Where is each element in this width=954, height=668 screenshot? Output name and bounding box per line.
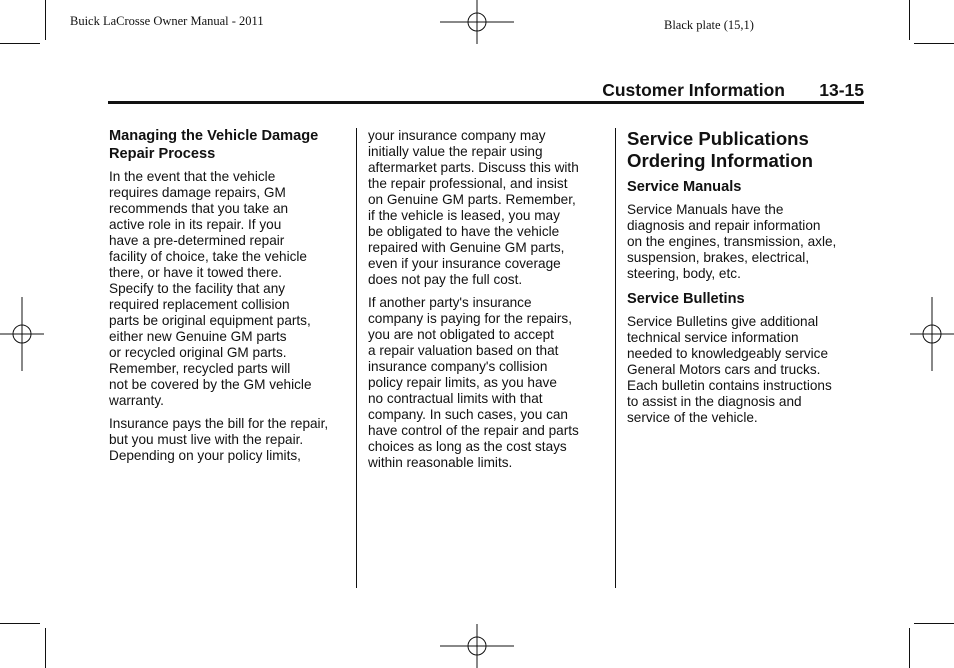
column-1 [109, 127, 349, 471]
crop-mark [45, 0, 46, 40]
service-bulletins-text: Service Bulletins give additional technical service information needed to knowledgeably service General Motors cars and trucks. Each bulletin contains instructions to assist in the diagnosis and service of the vehicle. [627, 314, 832, 425]
paragraph: your insurance company may initially value the repair using aftermarket parts. Discuss this with the repair professional, and insist on Genuine GM parts. Remember, if the vehicle is leased, you may be obligated to have the vehicle repaired with Genuine GM parts, even if your insurance coverage does not pay the full cost. [368, 128, 579, 287]
crop-mark [0, 43, 40, 44]
crop-mark [0, 623, 40, 624]
paragraph: In the event that the vehicle requires damage repairs, GM recommends that you take an active role in its repair. If you have a pre-determined repair facility of choice, take the vehicle there, or have it towed there. Specify to the facility that any required replacement collision parts be original equipment parts, either new Genuine GM parts or recycled original GM parts. Remember, recycled parts will not be covered by the GM vehicle warranty. [109, 169, 312, 408]
manual-title: Buick LaCrosse Owner Manual - 2011 [70, 14, 264, 28]
crop-mark [914, 623, 954, 624]
column-3 [627, 128, 867, 434]
registration-mark-bottom [440, 624, 514, 668]
section-header [108, 80, 864, 102]
registration-mark-right [910, 297, 954, 371]
damage-repair-heading: Managing the Vehicle Damage Repair Process [109, 128, 319, 162]
column-divider [615, 128, 616, 588]
column-2 [368, 128, 608, 478]
service-publications-title: Service Publications Ordering Information [627, 128, 813, 171]
service-manuals-text: Service Manuals have the diagnosis and repair information on the engines, transmission, axle, suspension, brakes, electrical, steering, body, etc. [627, 202, 837, 281]
crop-mark [45, 628, 46, 668]
plate-info: Black plate (15,1) [664, 18, 754, 32]
service-bulletins-heading: Service Bulletins [627, 291, 745, 307]
paragraph: Insurance pays the bill for the repair, but you must live with the repair. Depending on your policy limits, [109, 416, 329, 463]
registration-mark-left [0, 297, 44, 371]
crop-mark [909, 628, 910, 668]
page-number: 13-15 [819, 80, 864, 100]
registration-mark-top [440, 0, 514, 44]
service-manuals-heading: Service Manuals [627, 179, 742, 195]
column-divider [356, 128, 357, 588]
section-name: Customer Information [602, 80, 785, 100]
header-rule [108, 101, 864, 104]
paragraph: If another party's insurance company is paying for the repairs, you are not obligated to accept a repair valuation based on that insurance company's collision policy repair limits, as you have no contractual limits with that company. In such cases, you can have control of the repair and parts choices as long as the cost stays within reasonable limits. [368, 295, 579, 470]
crop-mark [914, 43, 954, 44]
crop-mark [909, 0, 910, 40]
